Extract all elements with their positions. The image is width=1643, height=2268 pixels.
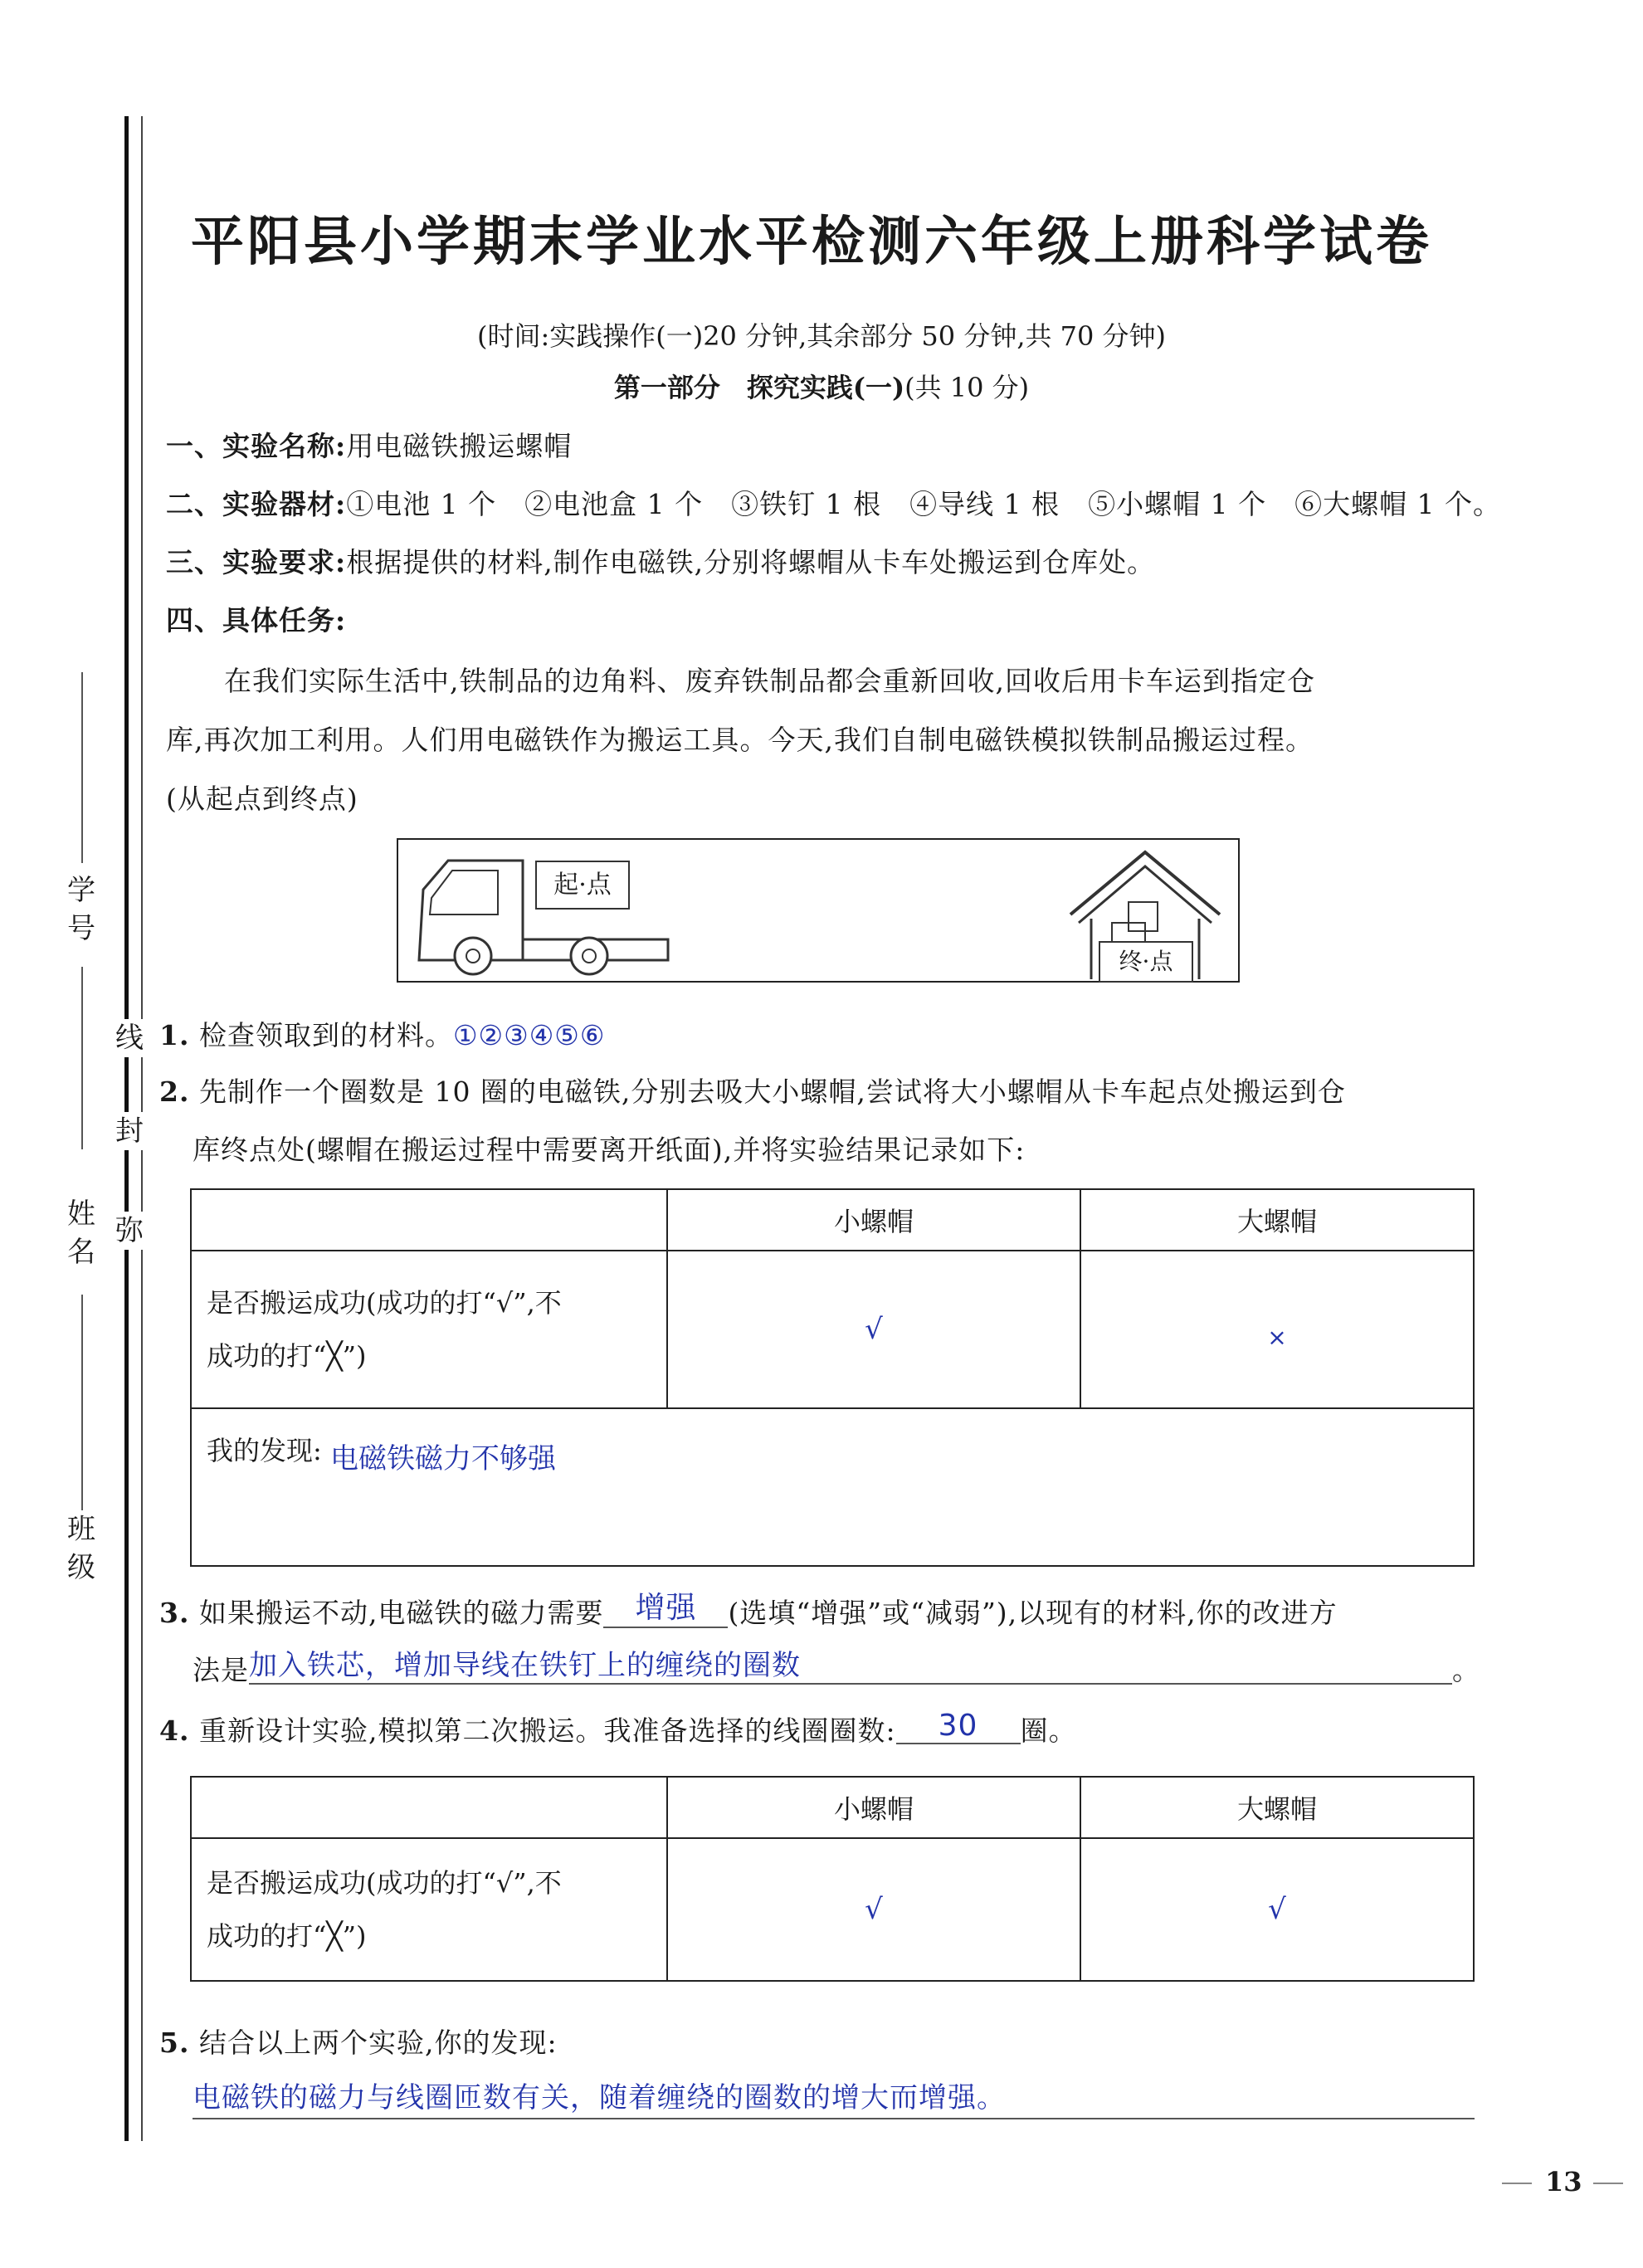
route-figure	[397, 838, 1240, 983]
table-2-answer-small[interactable]: √	[667, 1838, 1080, 1981]
q3-text-end: 。	[1452, 1654, 1480, 1686]
table-2-answer-row	[191, 1838, 1474, 1981]
blank-name[interactable]	[81, 967, 83, 1149]
seal-char-xian: 线	[113, 1019, 146, 1057]
q4-text-b: 圈。	[1020, 1714, 1077, 1747]
table-2-header-row	[191, 1777, 1474, 1838]
table-1-row-label	[191, 1251, 667, 1408]
seal-char-feng: 封	[113, 1112, 146, 1150]
result-table-2	[190, 1776, 1475, 1982]
q1-text: 检查领取到的材料。	[198, 1019, 453, 1051]
section-3-label: 三、实验要求:	[166, 546, 347, 578]
sidebar-student-no-label: 学号	[67, 874, 95, 945]
seal-char-mi: 弥	[113, 1212, 146, 1250]
table-2-row-label-line-2: 成功的打“╳”)	[207, 1920, 367, 1952]
q5-answer[interactable]: 电磁铁的磁力与线圈匝数有关，随着缠绕的圈数的增大而增强。	[193, 2081, 1006, 2114]
q3-text-c: 法是	[193, 1654, 249, 1686]
q3-answer-blank[interactable]: 增强	[603, 1584, 728, 1628]
table-1-answer-row	[191, 1251, 1474, 1408]
table-2-header-large: 大螺帽	[1080, 1777, 1474, 1838]
table-2-row-label-line-1: 是否搬运成功(成功的打“√”,不	[207, 1867, 562, 1899]
table-1-answer-large[interactable]: ×	[1080, 1251, 1474, 1408]
table-1-row-label-line-1: 是否搬运成功(成功的打“√”,不	[207, 1287, 562, 1319]
sidebar-class-label: 班级	[67, 1513, 95, 1584]
part-heading	[0, 367, 1643, 405]
section-3-text: 根据提供的材料,制作电磁铁,分别将螺帽从卡车处搬运到仓库处。	[346, 546, 1156, 578]
q1-answer: ①②③④⑤⑥	[452, 1019, 606, 1051]
page-subtitle: (时间:实践操作(一)20 分钟,其余部分 50 分钟,共 70 分钟)	[476, 320, 1167, 352]
table-1-header-small: 小螺帽	[667, 1189, 1080, 1251]
sidebar-name-label: 姓名	[67, 1197, 95, 1269]
table-1-header-large: 大螺帽	[1080, 1189, 1474, 1251]
q2-line-1	[159, 1071, 1346, 1110]
q2-number: 2.	[159, 1075, 190, 1108]
blank-student-no[interactable]	[81, 672, 83, 863]
table-2-answer-large[interactable]: √	[1080, 1838, 1474, 1981]
section-1-text: 用电磁铁搬运螺帽	[346, 430, 573, 462]
page-title: 平阳县小学期末学业水平检测六年级上册科学试卷	[191, 211, 1432, 273]
section-3	[166, 541, 1155, 580]
section-2	[166, 483, 1501, 522]
question-5	[159, 2022, 558, 2061]
finding-answer[interactable]: 电磁铁磁力不够强	[329, 1442, 556, 1475]
end-point-box	[1099, 941, 1193, 983]
q5-number: 5.	[159, 2027, 190, 2059]
table-1-row-label-line-2: 成功的打“╳”)	[207, 1340, 367, 1372]
table-1-header-row	[191, 1189, 1474, 1251]
section-2-label: 二、实验器材:	[166, 488, 347, 520]
page-number: 13	[1545, 2166, 1582, 2197]
q4-text-a: 重新设计实验,模拟第二次搬运。我准备选择的线圈圈数:	[198, 1714, 896, 1747]
table-1-header-empty	[191, 1189, 667, 1251]
task-paragraph-line-3: (从起点到终点)	[166, 783, 358, 815]
question-1	[159, 1014, 605, 1053]
q3-number: 3.	[159, 1597, 190, 1629]
q5-answer-underline	[193, 2118, 1475, 2119]
section-2-text: ①电池 1 个 ②电池盒 1 个 ③铁钉 1 根 ④导线 1 根 ⑤小螺帽 1 个 ⑥大螺帽 1 个。	[346, 488, 1502, 520]
blank-class[interactable]	[81, 1295, 83, 1510]
section-4-label: 四、具体任务:	[166, 604, 347, 637]
part-heading-points: (共 10 分)	[904, 372, 1030, 403]
part-heading-title: 第一部分 探究实践(一)	[613, 372, 905, 403]
task-paragraph-line-2: 库,再次加工利用。人们用电磁铁作为搬运工具。今天,我们自制电磁铁模拟铁制品搬运过程。	[166, 724, 1314, 756]
table-2-header-empty	[191, 1777, 667, 1838]
page-number-rule-left	[1502, 2183, 1532, 2184]
section-1	[166, 425, 572, 464]
result-table-1	[190, 1188, 1475, 1567]
end-point-label: 终·点	[1119, 948, 1173, 975]
q2-text-line-1: 先制作一个圈数是 10 圈的电磁铁,分别去吸大小螺帽,尝试将大小螺帽从卡车起点处搬运到仓	[198, 1075, 1346, 1108]
q3-text-a: 如果搬运不动,电磁铁的磁力需要	[198, 1597, 604, 1629]
q4-number: 4.	[159, 1714, 190, 1747]
q3-answer-method[interactable]: 加入铁芯，增加导线在铁钉上的缠绕的圈数	[249, 1642, 1452, 1685]
question-4	[159, 1710, 1077, 1749]
q3-text-b: (选填“增强”或“减弱”),以现有的材料,你的改进方	[728, 1597, 1338, 1629]
question-3-line-1	[159, 1589, 1338, 1633]
page-number-rule-right	[1593, 2183, 1623, 2184]
start-point-label: 起·点	[553, 871, 612, 900]
table-1-finding-row	[191, 1408, 1474, 1566]
table-2-header-small: 小螺帽	[667, 1777, 1080, 1838]
table-2-row-label	[191, 1838, 667, 1981]
table-1-answer-small[interactable]: √	[667, 1251, 1080, 1408]
question-3-line-2	[193, 1647, 1480, 1690]
finding-label: 我的发现:	[207, 1435, 322, 1466]
q5-text: 结合以上两个实验,你的发现:	[198, 2027, 558, 2059]
task-paragraph-line-1: 在我们实际生活中,铁制品的边角料、废弃铁制品都会重新回收,回收后用卡车运到指定仓	[224, 665, 1315, 697]
q4-answer[interactable]: 30	[896, 1709, 1021, 1744]
q1-number: 1.	[159, 1019, 190, 1051]
table-1-finding-cell	[191, 1408, 1474, 1566]
q2-text-line-2: 库终点处(螺帽在搬运过程中需要离开纸面),并将实验结果记录如下:	[193, 1134, 1026, 1166]
start-point-box	[535, 861, 630, 910]
section-1-label: 一、实验名称:	[166, 430, 347, 462]
